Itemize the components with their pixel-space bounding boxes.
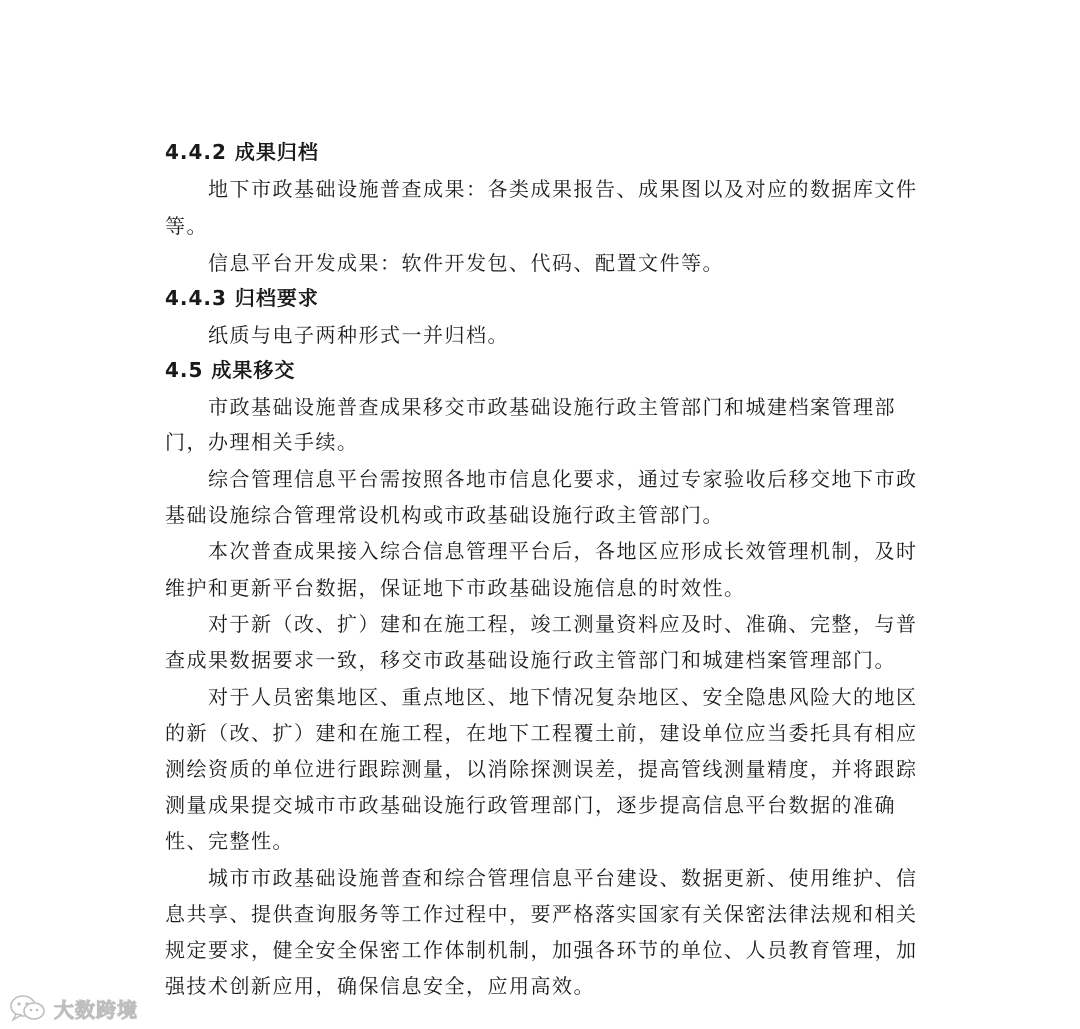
paragraph-line: 测绘资质的单位进行跟踪测量，以消除探测误差，提高管线测量精度，并将跟踪	[165, 757, 918, 781]
paragraph-line: 的新（改、扩）建和在施工程，在地下工程覆土前，建设单位应当委托具有相应	[165, 721, 918, 745]
watermark	[8, 991, 138, 1025]
paragraph-line: 本次普查成果接入综合信息管理平台后，各地区应形成长效管理机制，及时	[208, 539, 918, 563]
section-heading-4-5: 4.5 成果移交	[165, 358, 296, 382]
wechat-logo-icon	[8, 993, 48, 1023]
paragraph-line: 地下市政基础设施普查成果：各类成果报告、成果图以及对应的数据库文件	[208, 177, 918, 201]
paragraph-line: 对于新（改、扩）建和在施工程，竣工测量资料应及时、准确、完整，与普	[208, 612, 918, 636]
section-heading-4-4-3: 4.4.3 归档要求	[165, 286, 319, 310]
paragraph-line: 信息平台开发成果：软件开发包、代码、配置文件等。	[208, 251, 724, 275]
section-heading-4-4-2: 4.4.2 成果归档	[165, 140, 319, 164]
paragraph-line: 对于人员密集地区、重点地区、地下情况复杂地区、安全隐患风险大的地区	[208, 685, 918, 709]
paragraph-line: 测量成果提交城市市政基础设施行政管理部门，逐步提高信息平台数据的准确	[165, 793, 896, 817]
paragraph-line: 等。	[165, 214, 208, 238]
paragraph-line: 维护和更新平台数据，保证地下市政基础设施信息的时效性。	[165, 576, 746, 600]
paragraph-line: 门，办理相关手续。	[165, 430, 359, 454]
watermark-text: 大数跨境	[54, 997, 138, 1022]
paragraph-line: 查成果数据要求一致，移交市政基础设施行政主管部门和城建档案管理部门。	[165, 648, 896, 672]
paragraph-line: 规定要求，健全安全保密工作体制机制，加强各环节的单位、人员教育管理，加	[165, 938, 918, 962]
paragraph-line: 性、完整性。	[165, 829, 294, 853]
paragraph-line: 基础设施综合管理常设机构或市政基础设施行政主管部门。	[165, 503, 724, 527]
paragraph-line: 市政基础设施普查成果移交市政基础设施行政主管部门和城建档案管理部	[208, 395, 896, 419]
paragraph-line: 城市市政基础设施普查和综合管理信息平台建设、数据更新、使用维护、信	[208, 866, 918, 890]
paragraph-line: 综合管理信息平台需按照各地市信息化要求，通过专家验收后移交地下市政	[208, 467, 918, 491]
paragraph-line: 息共享、提供查询服务等工作过程中，要严格落实国家有关保密法律法规和相关	[165, 902, 918, 926]
paragraph-line: 纸质与电子两种形式一并归档。	[208, 323, 509, 347]
paragraph-line: 强技术创新应用，确保信息安全，应用高效。	[165, 974, 595, 998]
